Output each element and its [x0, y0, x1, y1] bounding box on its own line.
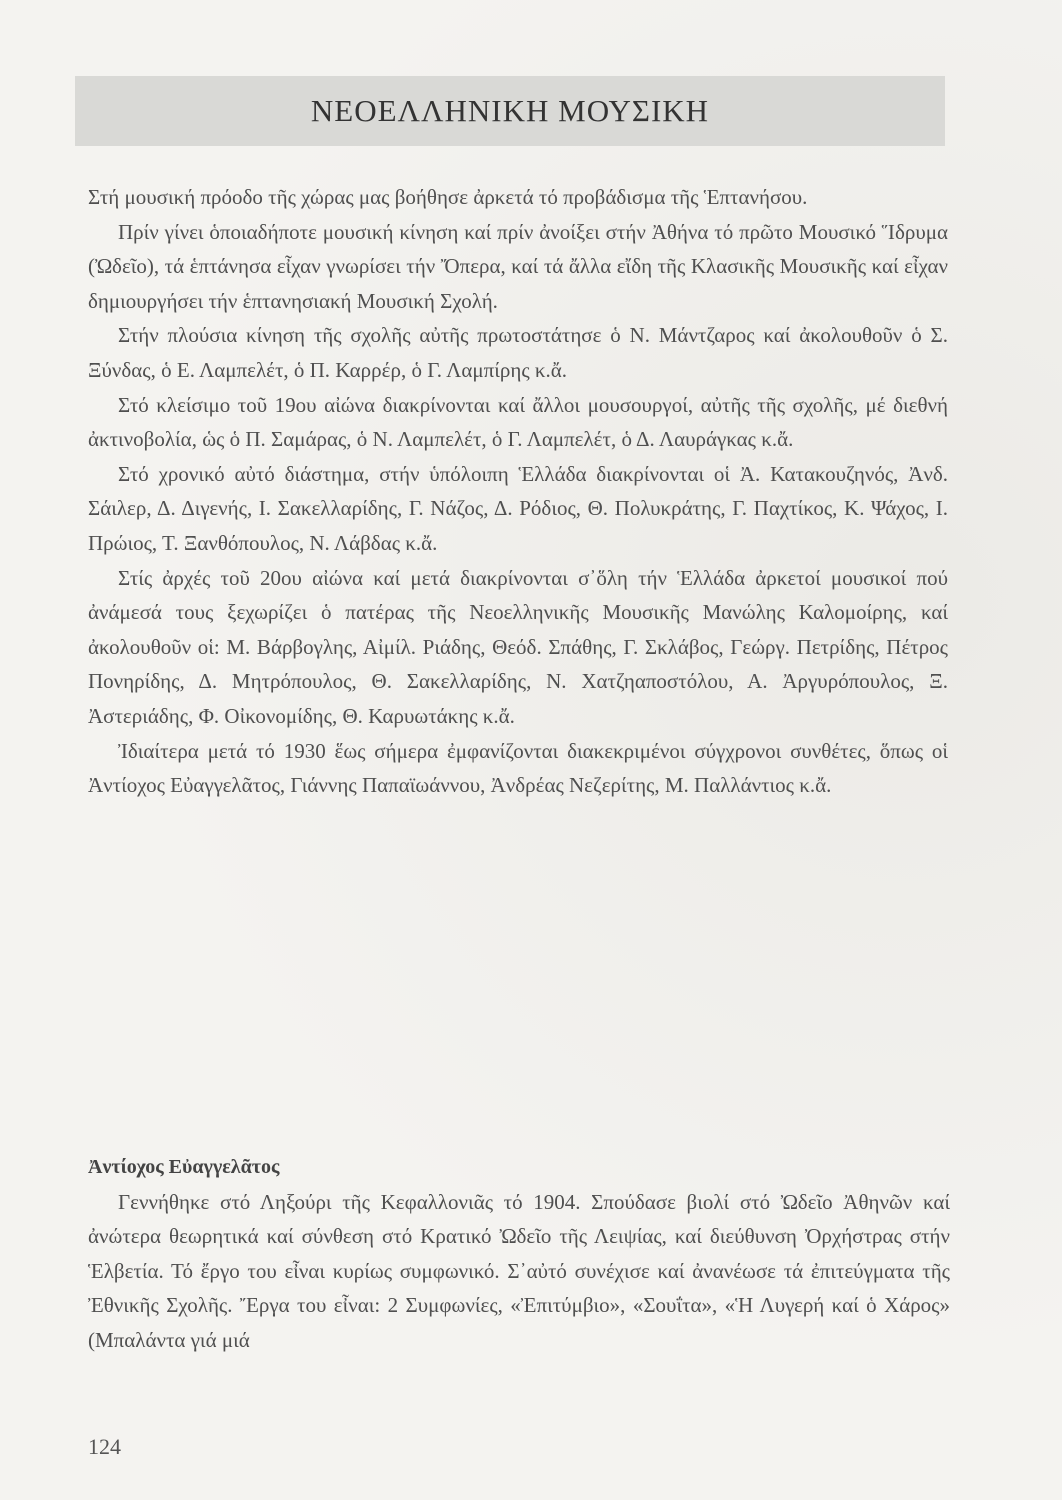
- composer-section: [88, 1150, 950, 1358]
- paragraph-3: Στήν πλούσια κίνηση τῆς σχολῆς αὐτῆς πρωτοστάτησε ὁ Ν. Μάντζαρος καί ἀκολουθοῦν ὁ Σ. Ξύνδας, ὁ Ε. Λαμπελέτ, ὁ Π. Καρρέρ, ὁ Γ. Λαμπίρης κ.ἄ.: [88, 323, 948, 382]
- paragraph-1: Στή μουσική πρόοδο τῆς χώρας μας βοήθησε ἀρκετά τό προβάδισμα τῆς Ἑπτανήσου.: [88, 185, 808, 209]
- chapter-header-band: [75, 76, 945, 146]
- page-number: 124: [88, 1434, 121, 1459]
- paragraph-6: Στίς ἀρχές τοῦ 20ου αἰώνα καί μετά διακρίνονται σ᾽ὅλη τήν Ἑλλάδα ἀρκετοί μουσικοί πού ἀνάμεσά τους ξεχωρίζει ὁ πατέρας τῆς Νεοελληνικῆς Μουσικῆς Μανώλης Καλομοίρης, καί ἀκολουθοῦν οἱ: Μ. Βάρβογλης, Αἰμίλ. Ριάδης, Θεόδ. Σπάθης, Γ. Σκλάβος, Γεώργ. Πετρίδης, Πέτρος Πονηρίδης, Δ. Μητρόπουλος, Θ. Σακελλαρίδης, Ν. Χατζηαποστόλου, Α. Ἀργυρόπουλος, Ξ. Ἀστεριάδης, Φ. Οἰκονομίδης, Θ. Καρυωτάκης κ.ἄ.: [88, 565, 948, 728]
- paragraph-7: Ἰδιαίτερα μετά τό 1930 ἕως σήμερα ἐμφανίζονται διακεκριμένοι σύγχρονοι συνθέτες, ὅπως οἱ Ἀντίοχος Εὐαγγελᾶτος, Γιάννης Παπαϊωάννου, Ἀνδρέας Νεζερίτης, Μ. Παλλάντιος κ.ἄ.: [88, 738, 948, 798]
- paragraph-5: Στό χρονικό αὐτό διάστημα, στήν ὑπόλοιπη Ἑλλάδα διακρίνονται οἱ Ἀ. Κατακουζηνός, Ἀνδ. Σάιλερ, Δ. Διγενής, Ι. Σακελλαρίδης, Γ. Νάζος, Δ. Ρόδιος, Θ. Πολυκράτης, Γ. Παχτίκος, Κ. Ψάχος, Ι. Πρώιος, Τ. Ξανθόπουλος, Ν. Λάβδας κ.ἄ.: [88, 461, 948, 555]
- paragraph-4: Στό κλείσιμο τοῦ 19ου αἰώνα διακρίνονται καί ἄλλοι μουσουργοί, αὐτῆς τῆς σχολῆς, μέ διεθνή ἀκτινοβολία, ὡς ὁ Π. Σαμάρας, ὁ Ν. Λαμπελέτ, ὁ Γ. Λαμπελέτ, ὁ Δ. Λαυράγκας κ.ἄ.: [88, 392, 948, 452]
- chapter-title: ΝΕΟΕΛΛΗΝΙΚΗ ΜΟΥΣΙΚΗ: [310, 93, 710, 128]
- section-paragraph: Γεννήθηκε στό Ληξούρι τῆς Κεφαλλονιᾶς τό 1904. Σπούδασε βιολί στό Ὠδεῖο Ἀθηνῶν καί ἀνώτερα θεωρητικά καί σύνθεση στό Κρατικό Ὠδεῖο τῆς Λειψίας, καί διεύθυνση Ὀρχήστρας στήν Ἑλβετία. Τό ἔργο του εἶναι κυρίως συμφωνικό. Σ᾽αὐτό συνέχισε καί ἀνανέωσε τά ἐπιτεύγματα τῆς Ἐθνικῆς Σχολῆς. Ἔργα του εἶναι: 2 Συμφωνίες, «Ἐπιτύμβιο», «Σουΐτα», «Ἡ Λυγερή καί ὁ Χάρος» (Μπαλάντα γιά μιά: [88, 1189, 950, 1352]
- paragraph-2: Πρίν γίνει ὁποιαδήποτε μουσική κίνηση καί πρίν ἀνοίξει στήν Ἀθήνα τό πρῶτο Μουσικό Ἵδρυμα (Ὠδεῖο), τά ἑπτάνησα εἶχαν γνωρίσει τήν Ὄπερα, καί τά ἄλλα εἴδη τῆς Κλασικῆς Μουσικῆς καί εἶχαν δημιουργήσει τήν ἑπτανησιακή Μουσική Σχολή.: [88, 219, 948, 313]
- main-body-text: [88, 180, 948, 803]
- section-heading: Ἀντίοχος Εὐαγγελᾶτος: [88, 1156, 280, 1178]
